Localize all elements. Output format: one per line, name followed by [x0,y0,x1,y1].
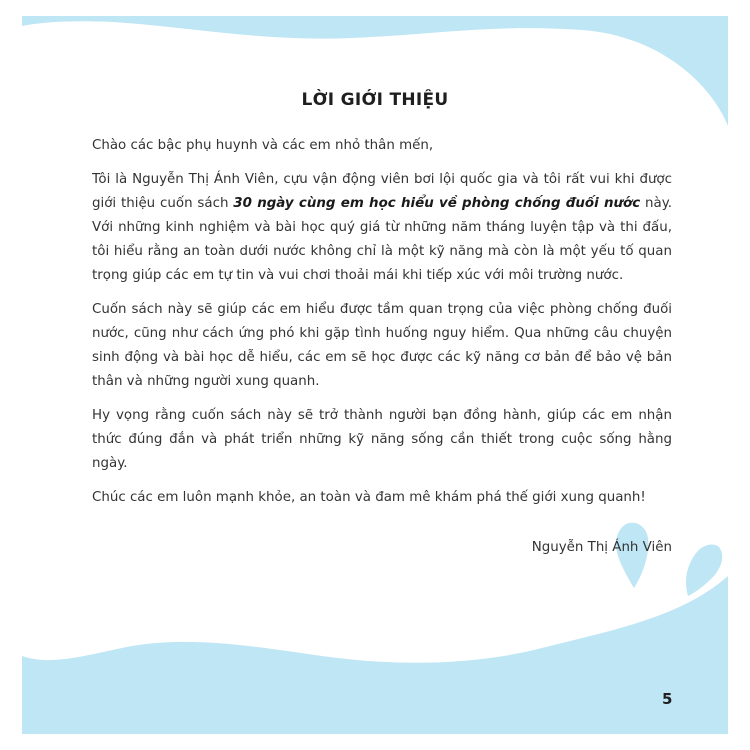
closing-paragraph: Chúc các em luôn mạnh khỏe, an toàn và đam mê khám phá thế giới xung quanh! [92,490,646,505]
paragraph-1-intro: Tôi là Nguyễn Thị Ánh Viên, cựu vận động viên bơi lội quốc gia và tôi rất vui khi được giới thiệu cuốn sách [92,172,672,211]
paragraph-3: Hy vọng rằng cuốn sách này sẽ trở thành người bạn đồng hành, giúp các em nhận thức đúng đắn và phát triển những kỹ năng sống cần thiết trong cuộc sống hằng ngày. [92,408,672,471]
book-title-highlight: 30 ngày cùng em học hiểu về phòng chống đuối nước [233,196,641,211]
page-number: 5 [662,690,673,708]
book-page [22,16,728,734]
introduction-body [92,134,672,520]
greeting-paragraph: Chào các bậc phụ huynh và các em nhỏ thân mến, [92,138,434,153]
page-title: LỜI GIỚI THIỆU [301,90,449,110]
paragraph-1 [92,168,672,288]
paragraph-1-rest: này. Với những kinh nghiệm và bài học quý giá từ những năm tháng luyện tập và thi đấu, tôi hiểu rằng an toàn dưới nước không chỉ là một kỹ năng mà còn là một yếu tố quan trọng giúp các em tự tin và vui chơi thoải mái khi tiếp xúc với môi trường nước. [92,196,672,283]
paragraph-2: Cuốn sách này sẽ giúp các em hiểu được tầm quan trọng của việc phòng chống đuối nước, cũng như cách ứng phó khi gặp tình huống nguy hiểm. Qua những câu chuyện sinh động và bài học dễ hiểu, các em sẽ học được các kỹ năng cơ bản để bảo vệ bản thân và những người xung quanh. [92,302,672,389]
water-drop-large [616,523,648,588]
bottom-wave-decoration [22,576,728,734]
author-signature: Nguyễn Thị Ánh Viên [531,540,672,555]
